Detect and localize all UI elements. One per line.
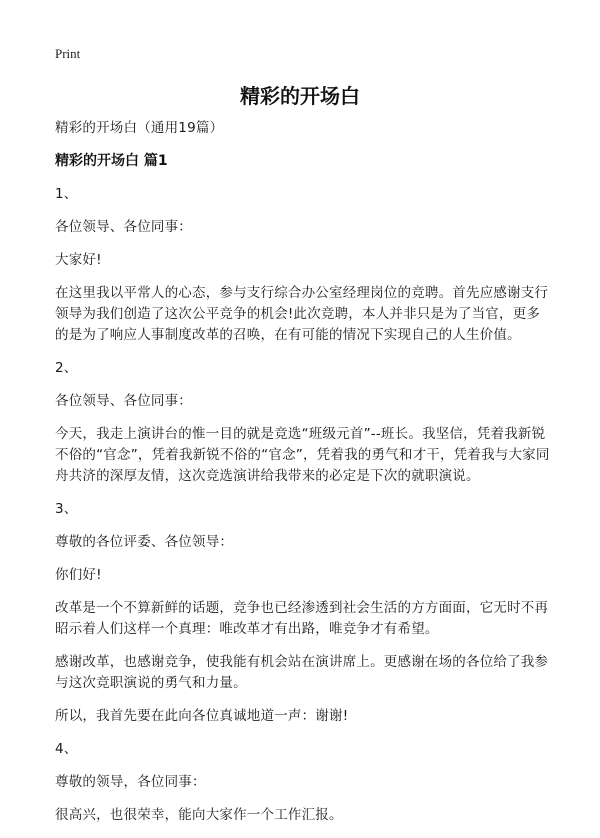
section-heading: 精彩的开场白 篇1: [55, 153, 168, 169]
paragraph: 各位领导、各位同事：: [55, 393, 192, 409]
print-link[interactable]: Print: [55, 46, 81, 61]
paragraph: 大家好!: [55, 252, 102, 268]
paragraph: 1、: [55, 186, 78, 202]
paragraph: 很高兴，也很荣幸，能向大家作一个工作汇报。: [55, 807, 343, 823]
paragraph: 改革是一个不算新鲜的话题，竞争也已经渗透到社会生活的方方面面，它无时不再昭示着人们这样一个真理：唯改革才有出路，唯竞争才有希望。: [55, 600, 549, 637]
paragraph: 今天，我走上演讲台的惟一目的就是竞选“班级元首”--班长。我坚信，凭着我新锐不俗的“官念”，凭着我新锐不俗的“官念”，凭着我的勇气和才干，凭着我与大家同舟共济的深厚友情，这次竞选演讲给我带来的必定是下次的就职演说。: [55, 426, 550, 484]
paragraph: 2、: [55, 360, 78, 376]
document-body: [55, 118, 550, 838]
document-subtitle: 精彩的开场白（通用19篇）: [55, 120, 224, 136]
paragraph: 各位领导、各位同事：: [55, 219, 192, 235]
paragraph: 感谢改革，也感谢竞争，使我能有机会站在演讲席上。更感谢在场的各位给了我参与这次竞职演说的勇气和力量。: [55, 654, 549, 691]
paragraph: 你们好!: [55, 567, 102, 583]
paragraph: 尊敬的领导，各位同事：: [55, 774, 206, 790]
paragraph: 尊敬的各位评委、各位领导：: [55, 534, 234, 550]
paragraph: 在这里我以平常人的心态，参与支行综合办公室经理岗位的竞聘。首先应感谢支行领导为我们创造了这次公平竞争的机会!此次竞聘，本人并非只是为了当官，更多的是为了响应人事制度改革的召唤，在有可能的情况下实现自己的人生价值。: [55, 285, 549, 343]
paragraph: 3、: [55, 501, 78, 517]
document-title: 精彩的开场白: [240, 84, 360, 108]
paragraph: 4、: [55, 741, 78, 757]
paragraph: 所以，我首先要在此向各位真诚地道一声：谢谢!: [55, 708, 349, 724]
